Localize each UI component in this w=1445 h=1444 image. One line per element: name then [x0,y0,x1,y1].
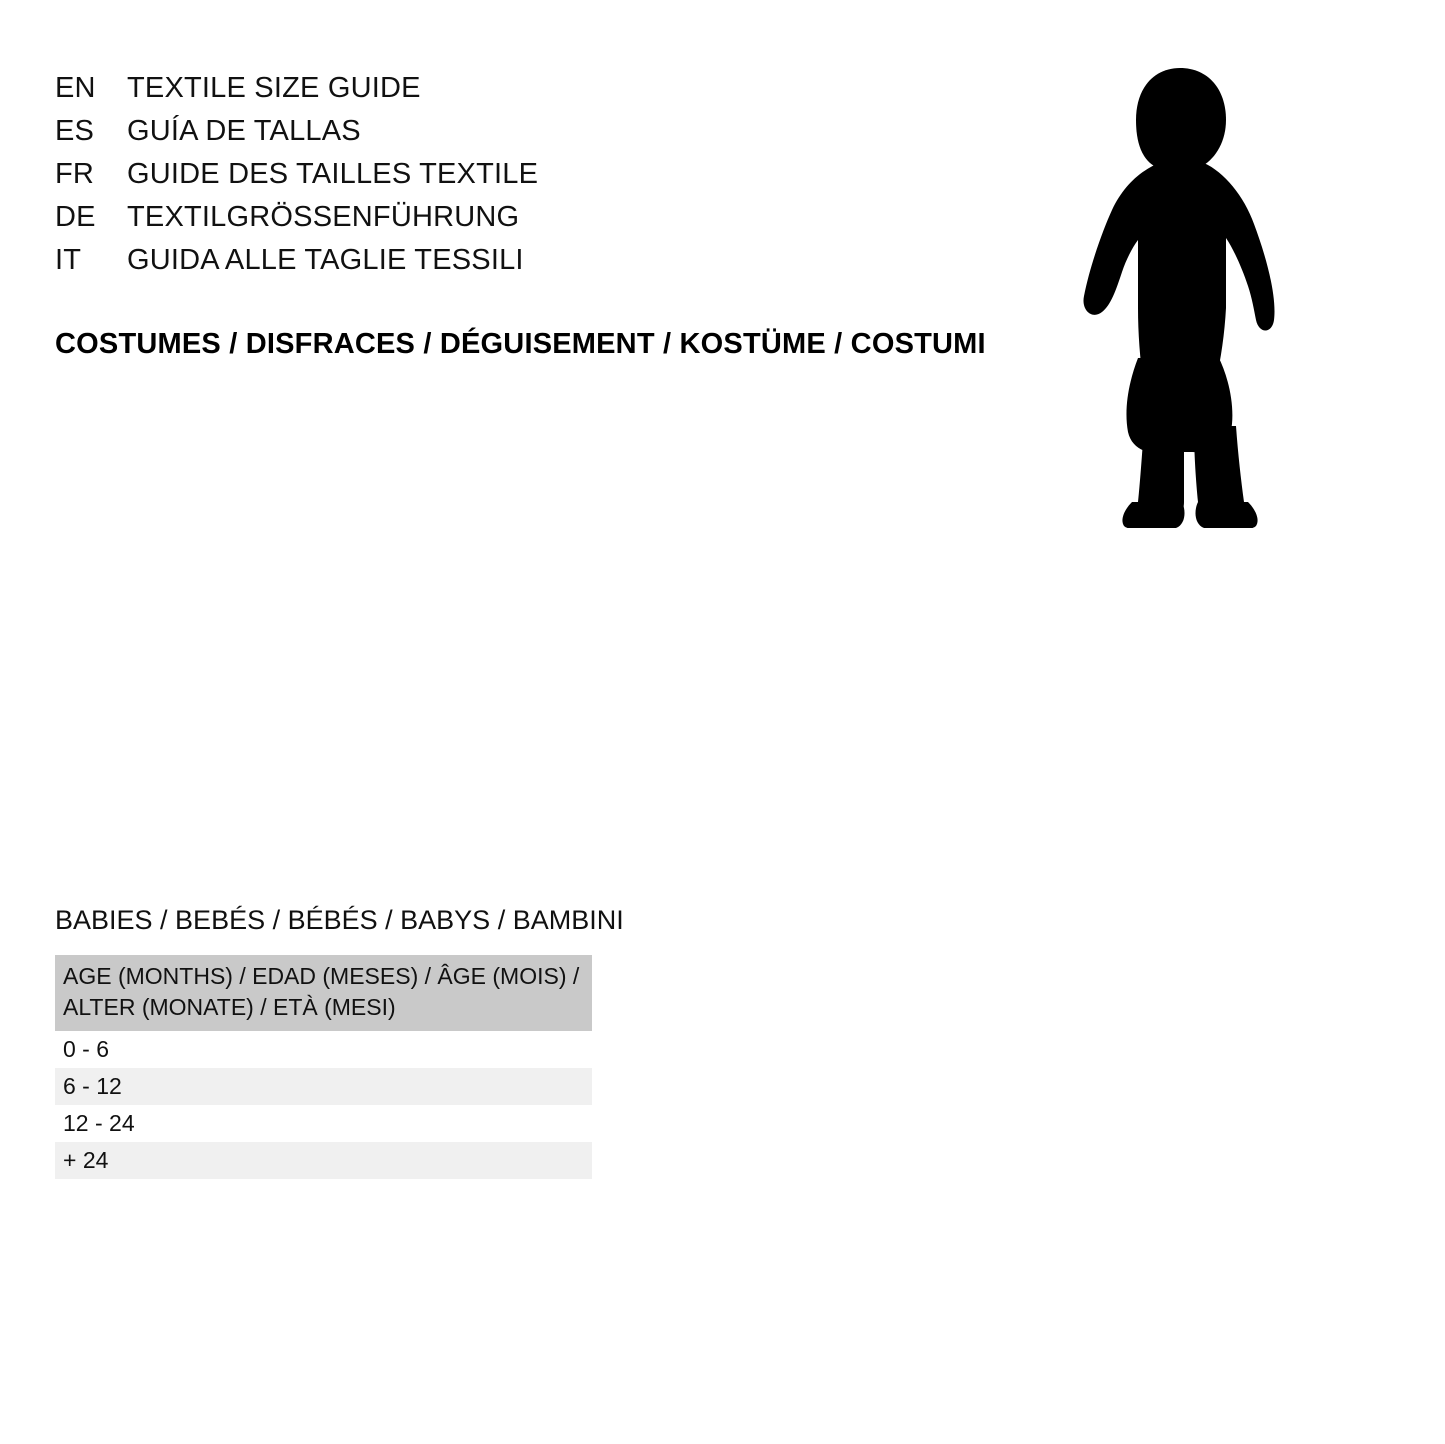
language-code: FR [55,158,95,190]
language-title: GUIDA ALLE TAGLIE TESSILI [127,244,524,276]
size-table-section [55,905,624,1179]
table-row [55,1105,592,1142]
table-cell-age: + 24 [55,1142,592,1179]
language-code: EN [55,72,96,104]
costumes-heading: COSTUMES / DISFRACES / DÉGUISEMENT / KOSTÜME / COSTUMI [55,328,986,360]
language-row-fr [55,158,538,201]
table-header-row [55,955,592,1031]
language-title: TEXTILGRÖSSENFÜHRUNG [127,201,520,233]
table-cell-age: 0 - 6 [55,1031,592,1068]
language-title: GUÍA DE TALLAS [127,115,361,147]
table-column-header-age: AGE (MONTHS) / EDAD (MESES) / ÂGE (MOIS) / ALTER (MONATE) / ETÀ (MESI) [55,955,592,1031]
table-cell-age: 6 - 12 [55,1068,592,1105]
language-code: ES [55,115,95,147]
language-title: TEXTILE SIZE GUIDE [127,72,421,104]
language-row-it [55,244,538,287]
table-row [55,1142,592,1179]
language-row-es [55,115,538,158]
table-row [55,1068,592,1105]
table-caption: BABIES / BEBÉS / BÉBÉS / BABYS / BAMBINI [55,905,624,935]
baby-silhouette-icon [1058,58,1298,528]
language-list [55,72,538,287]
language-title: GUIDE DES TAILLES TEXTILE [127,158,539,190]
language-code: IT [55,244,82,276]
language-row-en [55,72,538,115]
language-row-de [55,201,538,244]
table-row [55,1031,592,1068]
size-table [55,955,592,1179]
table-cell-age: 12 - 24 [55,1105,592,1142]
language-code: DE [55,201,96,233]
